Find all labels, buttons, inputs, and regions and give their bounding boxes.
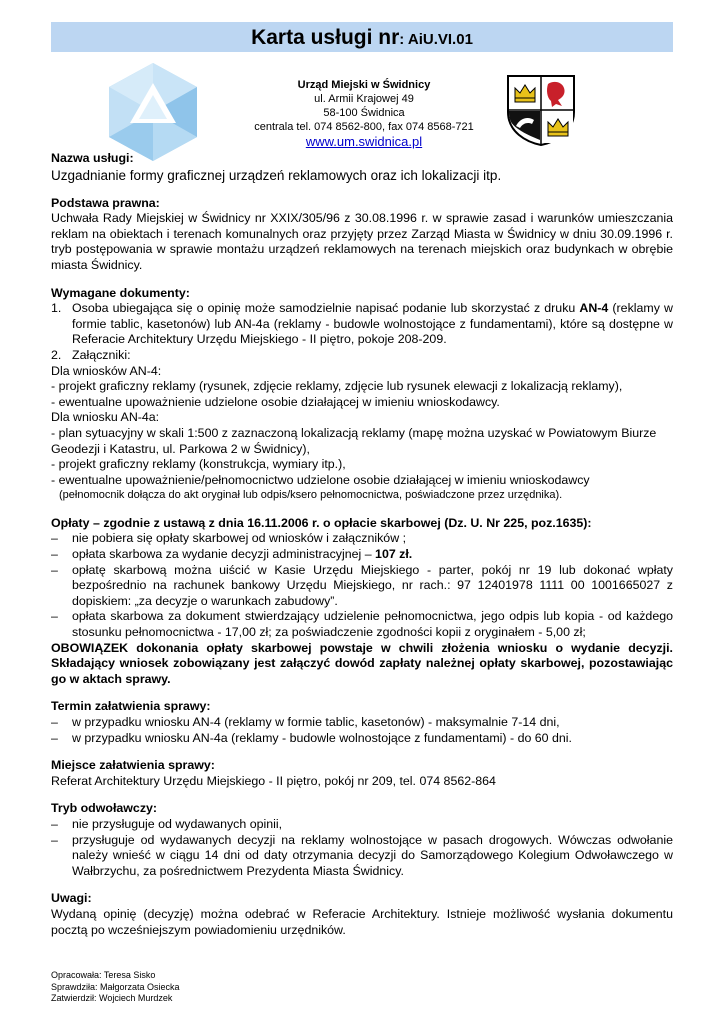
office-postal: 58-100 Świdnica (323, 107, 405, 119)
appeal-item: – nie przysługuje od wydawanych opinii, (51, 816, 283, 831)
document-item-1: 1. Osoba ubiegająca się o opinię może samodzielnie napisać podanie lub skorzystać z druku AN-4 (reklamy w formie tablic, kasetonów) lub AN-4a (reklamy - budowle wolnostojące z fundamentami), które są dostępne w Referacie Architektury Urzędu Miejskiego - II piętro, pokoje 208-209. (51, 301, 673, 347)
attachment-line: - ewentualne upoważnienie/pełnomocnictwo udzielone osobie działającej w imieniu wnioskodawcy (51, 472, 590, 487)
office-name: Urząd Miejski w Świdnicy (297, 79, 431, 91)
legal-basis-label: Podstawa prawna: (51, 195, 160, 210)
deadline-item: – w przypadku wniosku AN-4a (reklamy - budowle wolnostojące z fundamentami) - do 60 dni. (51, 730, 572, 745)
footer-signatures (51, 970, 180, 1005)
deadline-item: – w przypadku wniosku AN-4 (reklamy w formie tablic, kasetonów) - maksymalnie 7-14 dni, (51, 715, 560, 729)
prepared-by: Opracowała: Teresa Sisko (51, 970, 156, 980)
proxy-note: (pełnomocnik dołącza do akt oryginał lub odpis/ksero pełnomocnictwa, poświadczone przez urzędnika). (59, 489, 563, 502)
office-phone: centrala tel. 074 8562-800, fax 074 8568-721 (254, 121, 474, 133)
attachment-line: - plan sytuacyjny w skali 1:500 z zaznaczoną lokalizacją reklamy (mapę można uzyskać w Powiatowym Biurze Geodezji i Katastru, ul. Parkowa 2 w Świdnicy), (51, 425, 657, 456)
office-street: ul. Armii Krajowej 49 (314, 93, 414, 105)
approved-by: Zatwierdził: Wojciech Murdzek (51, 993, 173, 1003)
service-code: : AiU.VI.01 (399, 31, 473, 48)
remarks-text: Wydaną opinię (decyzję) można odebrać w Referacie Architektury. Istnieje możliwość wysłania dokumentu pocztą po wcześniejszym powiadomieniu urzędników. (51, 906, 673, 937)
office-address (232, 78, 496, 150)
remarks-label: Uwagi: (51, 891, 92, 906)
fees-label: Opłaty – zgodnie z ustawą z dnia 16.11.2006 r. o opłacie skarbowej (Dz. U. Nr 225, poz.1635): (51, 515, 592, 530)
fee-item: – opłatę skarbową można uiścić w Kasie Urzędu Miejskiego - parter, pokój nr 19 lub dokonać wpłaty bezpośrednio na rachunek bankowy Urzędu Miejskiego, nr rach.: 97 12401978 1111 00 1001665027 z dopiskiem: „za decyzje o warunkach zabudowy”. (51, 562, 673, 608)
deadline-label: Termin załatwienia sprawy: (51, 699, 211, 714)
attachment-line: - ewentualne upoważnienie udzielone osobie działającej w imieniu wnioskodawcy. (51, 394, 500, 409)
legal-basis-text: Uchwała Rady Miejskiej w Świdnicy nr XXIX/305/96 z 30.08.1996 r. w sprawie zasad i warunków umieszczania reklam na obiektach i terenach komunalnych oraz przyjęty przez Zarząd Miasta w Świdnicy w dniu 30.09.1996 r. tryb postępowania w sprawie montażu urządzeń reklamowych na terenach miejskich oraz budynkach w obrębie miasta Świdnicy. (51, 211, 673, 272)
place-label: Miejsce załatwienia sprawy: (51, 758, 215, 773)
page-title: Karta usługi nr (251, 26, 400, 49)
office-website-link[interactable]: www.um.swidnica.pl (305, 134, 423, 149)
title-bar (51, 22, 673, 52)
city-hexagon-logo-icon (104, 61, 202, 163)
service-name-label: Nazwa usługi: (51, 151, 134, 165)
attachment-line: Dla wniosków AN-4: (51, 363, 162, 378)
service-name: Uzgadnianie formy graficznej urządzeń reklamowych oraz ich lokalizacji itp. (51, 167, 502, 183)
fee-item: – opłata skarbowa za dokument stwierdzający udzielenie pełnomocnictwa, jego odpis lub kopia - od każdego stosunku pełnomocnictwa - 17,00 zł; za poświadczenie zgodności kopii z oryginałem - 5,00 zł; (51, 609, 673, 640)
form-an4-code: AN-4 (579, 301, 609, 316)
fee-obligation-note: OBOWIĄZEK dokonania opłaty skarbowej powstaje w chwili złożenia wniosku o wydanie decyzji. Składający wniosek zobowiązany jest załączyć dowód zapłaty należnej opłaty skarbowej, pozostawiając go w aktach sprawy. (51, 640, 673, 686)
checked-by: Sprawdziła: Małgorzata Osiecka (51, 981, 180, 992)
swidnica-coat-of-arms-icon (506, 74, 576, 146)
service-card-content (51, 151, 673, 938)
required-documents-label: Wymagane dokumenty: (51, 285, 190, 300)
fee-item: – nie pobiera się opłaty skarbowej od wniosków i załączników ; (51, 531, 407, 546)
attachment-line: - projekt graficzny reklamy (konstrukcja, wymiary itp.), (51, 457, 346, 472)
attachment-line: Dla wniosku AN-4a: (51, 410, 160, 425)
appeal-label: Tryb odwoławczy: (51, 801, 158, 816)
document-item-2: 2. Załączniki: (51, 347, 131, 362)
appeal-item: – przysługuje od wydawanych decyzji na reklamy wolnostojące w pasach drogowych. Wówczas odwołanie należy wnieść w ciągu 14 dni od daty otrzymania decyzji do Samorządowego Kolegium Odwoławczego w Wałbrzychu, za pośrednictwem Prezydenta Miasta Świdnicy. (51, 832, 673, 878)
fee-item: – opłata skarbowa za wydanie decyzji administracyjnej – 107 zł. (51, 547, 413, 562)
place-text: Referat Architektury Urzędu Miejskiego - II piętro, pokój nr 209, tel. 074 8562-864 (51, 773, 496, 788)
attachment-line: - projekt graficzny reklamy (rysunek, zdjęcie reklamy, zdjęcie lub rysunek elewacji z lokalizacją reklamy), (51, 379, 623, 394)
